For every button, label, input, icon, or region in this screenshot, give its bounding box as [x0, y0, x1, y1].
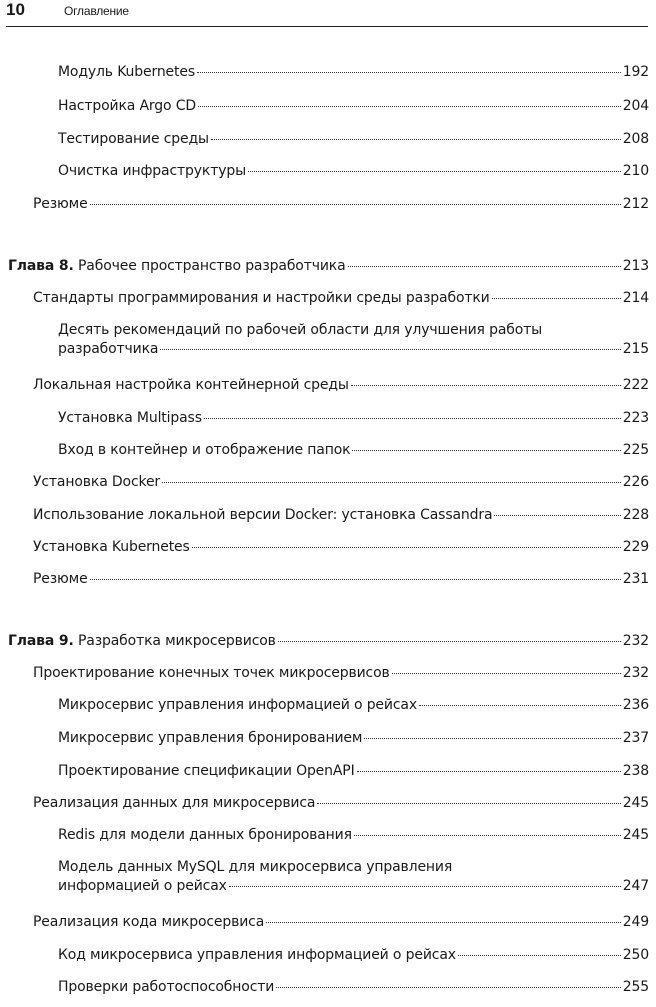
toc-page: 245 [622, 827, 649, 843]
toc-title: Микросервис управления информацией о рейсах [58, 697, 417, 713]
toc-entry [33, 473, 649, 492]
toc-title: Реализация кода микросервиса [33, 914, 265, 930]
toc-title: Резюме [33, 571, 88, 587]
toc-title: Проектирование спецификации OpenAPI [58, 763, 355, 779]
toc-entry [33, 376, 649, 395]
dot-leader [348, 265, 621, 267]
dot-leader [364, 737, 620, 739]
dot-leader [229, 885, 621, 887]
toc-title: Модуль Kubernetes [58, 64, 195, 80]
toc-entry [58, 826, 649, 845]
toc-title: Проверки работоспособности [58, 979, 275, 995]
dot-leader [248, 170, 621, 172]
toc-page: 223 [622, 410, 649, 426]
toc-page: 222 [622, 377, 649, 393]
toc-title: Реализация данных для микросервиса [33, 795, 316, 811]
dot-leader [266, 921, 621, 923]
toc-page: 229 [622, 539, 649, 555]
toc-page: 250 [622, 947, 649, 963]
toc-title: Установка Multipass [58, 410, 202, 426]
toc-entry [58, 97, 649, 116]
toc-entry [58, 162, 649, 181]
toc-entry [58, 946, 649, 965]
toc-page: 212 [622, 196, 649, 212]
toc-chapter [8, 632, 649, 651]
dot-leader [211, 138, 621, 140]
toc-title: Тестирование среды [58, 131, 209, 147]
toc-entry [58, 696, 649, 715]
toc-title-line1: Десять рекомендаций по рабочей области для улучшения работы [58, 322, 543, 338]
toc-page: 232 [622, 665, 649, 681]
toc-title: Установка Docker [33, 474, 161, 490]
toc-entry [58, 978, 649, 997]
toc-entry [58, 130, 649, 149]
toc-page: 228 [622, 507, 649, 523]
toc-page: 225 [622, 442, 649, 458]
toc-entry [58, 409, 649, 428]
toc-title: Код микросервиса управления информацией о рейсах [58, 947, 456, 963]
toc-entry [58, 63, 649, 82]
toc-page: 255 [622, 979, 649, 995]
toc-page: 213 [622, 258, 649, 274]
toc-page: 236 [622, 697, 649, 713]
toc-entry [33, 195, 649, 214]
dot-leader [198, 105, 621, 107]
toc-title: Стандарты программирования и настройки среды разработки [33, 290, 490, 306]
dot-leader [90, 578, 621, 580]
toc-entry [58, 762, 649, 781]
toc-page: 249 [622, 914, 649, 930]
toc-chapter [8, 257, 649, 276]
dot-leader [392, 672, 621, 674]
dot-leader [351, 384, 621, 386]
toc-title: Рабочее пространство разработчика [77, 258, 346, 274]
dot-leader [357, 770, 621, 772]
dot-leader [458, 954, 621, 956]
toc-title: Установка Kubernetes [33, 539, 190, 555]
toc-title: Настройка Argo CD [58, 98, 196, 114]
toc-entry [33, 913, 649, 932]
toc-entry [33, 570, 649, 589]
toc-title: информацией о рейсах [58, 878, 227, 894]
toc-title: Вход в контейнер и отображение папок [58, 442, 351, 458]
running-title: Оглавление [64, 4, 129, 18]
toc-page: 237 [622, 730, 649, 746]
dot-leader [90, 203, 621, 205]
toc-entry [33, 506, 649, 525]
toc-page: 208 [622, 131, 649, 147]
toc-page: 204 [622, 98, 649, 114]
toc-title: Очистка инфраструктуры [58, 163, 246, 179]
toc-page: 214 [622, 290, 649, 306]
toc-entry [58, 321, 649, 359]
toc-page: 238 [622, 763, 649, 779]
toc-title: Использование локальной версии Docker: установка Cassandra [33, 507, 493, 523]
toc-entry [33, 538, 649, 557]
dot-leader [492, 297, 621, 299]
dot-leader [278, 640, 621, 642]
toc-entry [58, 729, 649, 748]
toc-page: 232 [622, 633, 649, 649]
toc-title: Микросервис управления бронированием [58, 730, 363, 746]
toc-title: разработчика [58, 341, 159, 357]
toc-title: Локальная настройка контейнерной среды [33, 377, 349, 393]
dot-leader [317, 802, 620, 804]
dot-leader [494, 514, 620, 516]
toc-page: 247 [622, 878, 649, 894]
toc-title: Резюме [33, 196, 88, 212]
toc-entry [33, 664, 649, 683]
toc-page: 192 [622, 64, 649, 80]
chapter-label: Глава 8. [8, 258, 74, 274]
dot-leader [192, 546, 621, 548]
toc-entry [33, 289, 649, 308]
toc-page: 231 [622, 571, 649, 587]
chapter-label: Глава 9. [8, 633, 74, 649]
dot-leader [197, 71, 621, 73]
toc-page: 226 [622, 474, 649, 490]
dot-leader [162, 481, 621, 483]
toc-page: 210 [622, 163, 649, 179]
dot-leader [354, 834, 621, 836]
dot-leader [352, 449, 620, 451]
dot-leader [160, 348, 620, 350]
toc-entry [33, 794, 649, 813]
toc-entry [58, 441, 649, 460]
toc-title: Разработка микросервисов [77, 633, 276, 649]
dot-leader [419, 704, 621, 706]
toc-title: Redis для модели данных бронирования [58, 827, 352, 843]
toc-page: 215 [622, 341, 649, 357]
toc-title: Проектирование конечных точек микросервисов [33, 665, 390, 681]
dot-leader [204, 417, 621, 419]
dot-leader [276, 986, 621, 988]
toc-entry [58, 858, 649, 896]
toc-title-line1: Модель данных MySQL для микросервиса управления [58, 859, 453, 875]
toc-page: 245 [622, 795, 649, 811]
page-number: 10 [6, 0, 25, 19]
